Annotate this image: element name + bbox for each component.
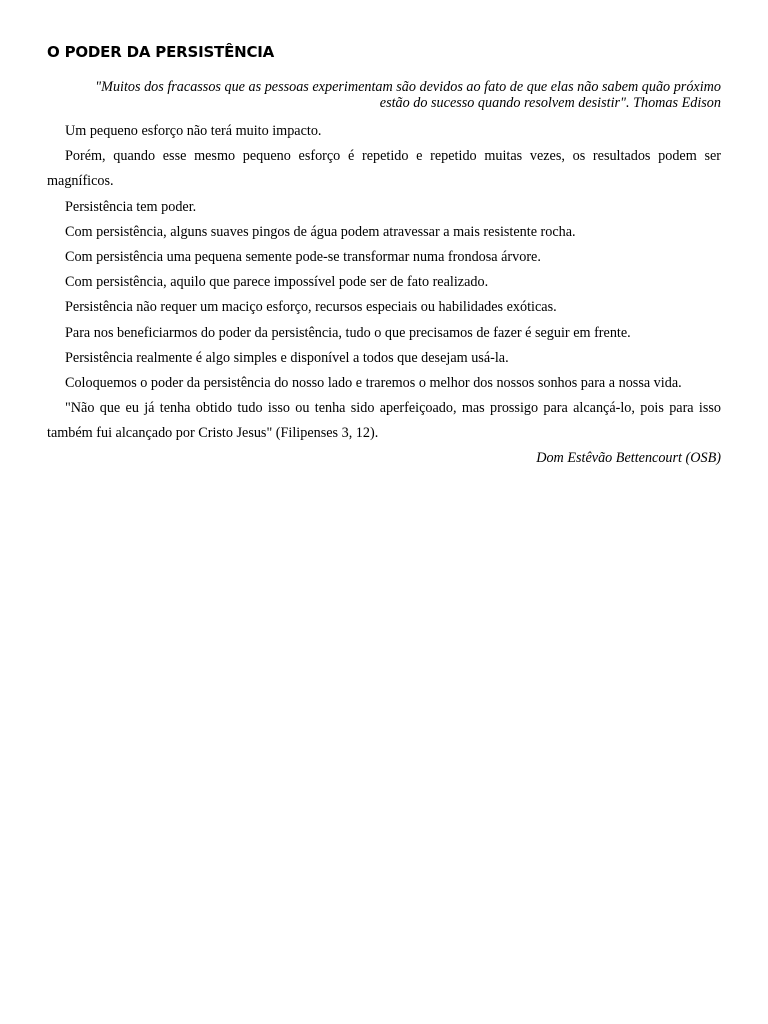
paragraph: Com persistência uma pequena semente pode-se transformar numa frondosa árvore.: [65, 249, 541, 266]
paragraph: Coloquemos o poder da persistência do nosso lado e traremos o melhor dos nossos sonhos para a nossa vida.: [65, 375, 682, 392]
paragraph: Porém, quando esse mesmo pequeno esforço é repetido e repetido muitas vezes, os resultados podem ser magníficos.: [47, 148, 721, 190]
document-page: [47, 41, 721, 471]
paragraph: Para nos beneficiarmos do poder da persistência, tudo o que precisamos de fazer é seguir em frente.: [65, 324, 631, 341]
paragraph: Persistência não requer um maciço esforço, recursos especiais ou habilidades exóticas.: [65, 299, 557, 316]
bible-quote-paragraph: "Não que eu já tenha obtido tudo isso ou tenha sido aperfeiçoado, mas prossigo para alcançá-lo, pois para isso também fui alcançado por Cristo Jesus" (Filipenses 3, 12).: [47, 400, 721, 442]
paragraph: Persistência realmente é algo simples e disponível a todos que desejam usá-la.: [65, 349, 509, 366]
epigraph-quote: "Muitos dos fracassos que as pessoas experimentam são devidos ao fato de que elas não sabem quão próximo estão do sucesso quando resolvem desistir". Thomas Edison: [95, 79, 721, 111]
author-signature: Dom Estêvão Bettencourt (OSB): [536, 449, 721, 466]
paragraph: Um pequeno esforço não terá muito impacto.: [65, 123, 322, 139]
paragraph: Persistência tem poder.: [65, 198, 197, 215]
paragraph: Com persistência, aquilo que parece impossível pode ser de fato realizado.: [65, 274, 489, 291]
paragraph: Com persistência, alguns suaves pingos de água podem atravessar a mais resistente rocha.: [65, 223, 576, 240]
document-title: O PODER DA PERSISTÊNCIA: [47, 43, 275, 61]
